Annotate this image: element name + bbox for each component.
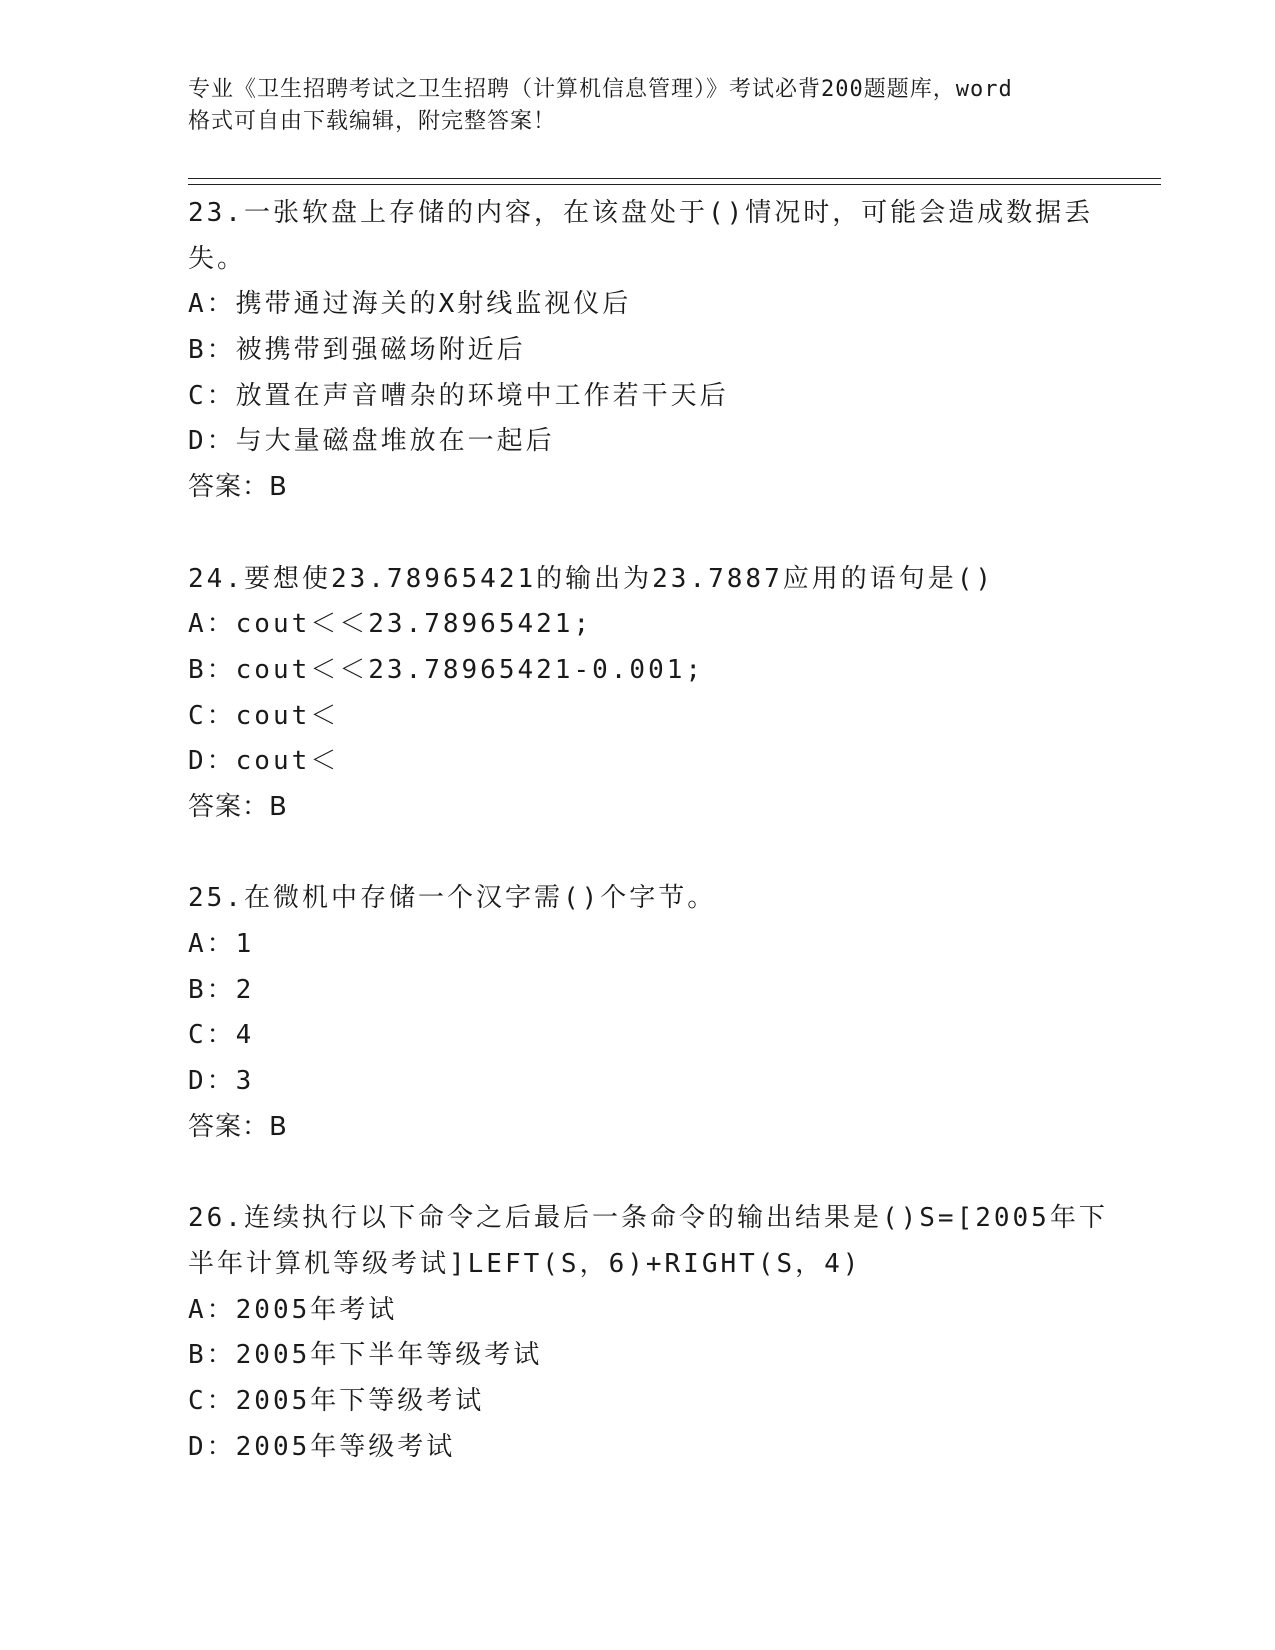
header-line-2: 格式可自由下载编辑，附完整答案！ [188,109,557,134]
question-stem-line: 半年计算机等级考试]LEFT(S，6)+RIGHT(S，4) [188,1248,862,1279]
question-stem-line: 失。 [188,243,247,274]
option-b: B：2 [188,974,255,1005]
option-a: A：cout＜＜23.78965421; [188,609,593,640]
option-a: A：1 [188,929,255,959]
question-26 [188,1196,1108,1470]
question-stem-line: 24.要想使23.78965421的输出为23.7887应用的语句是() [188,563,995,594]
document-header [188,74,1088,138]
option-d: D：cout＜ [188,746,340,777]
option-d: D：2005年等级考试 [188,1431,456,1462]
answer-label: 答案：B [188,791,288,822]
option-b: B：2005年下半年等级考试 [188,1340,543,1371]
header-divider-bottom [188,184,1161,185]
option-a: A：2005年考试 [188,1294,398,1325]
question-spacer [188,1150,1088,1196]
question-stem-line: 25.在微机中存储一个汉字需()个字节。 [188,883,717,914]
option-c: C：2005年下等级考试 [188,1385,485,1416]
option-c: C：放置在声音嘈杂的环境中工作若干天后 [188,380,729,411]
question-23 [188,191,1094,511]
question-stem-line: 26.连续执行以下命令之后最后一条命令的输出结果是()S=[2005年下 [188,1203,1108,1234]
question-25 [188,876,1088,1150]
header-line-1: 专业《卫生招聘考试之卫生招聘（计算机信息管理）》考试必背200题题库，word [188,77,1013,102]
answer-label: 答案：B [188,1111,288,1142]
option-d: D：与大量磁盘堆放在一起后 [188,426,555,457]
answer-label: 答案：B [188,472,288,503]
header-divider-top [188,178,1161,179]
option-a: A：携带通过海关的X射线监视仪后 [188,289,632,320]
option-c: C：cout＜ [188,700,340,731]
option-b: B：cout＜＜23.78965421-0.001; [188,654,705,685]
option-d: D：3 [188,1066,255,1097]
question-spacer [188,511,1088,557]
question-spacer [188,831,1088,877]
option-b: B：被携带到强磁场附近后 [188,335,526,366]
question-stem-line: 23.一张软盘上存储的内容，在该盘处于()情况时，可能会造成数据丢 [188,198,1094,228]
question-24 [188,557,1088,831]
question-list [188,191,1108,1470]
option-c: C：4 [188,1020,255,1051]
